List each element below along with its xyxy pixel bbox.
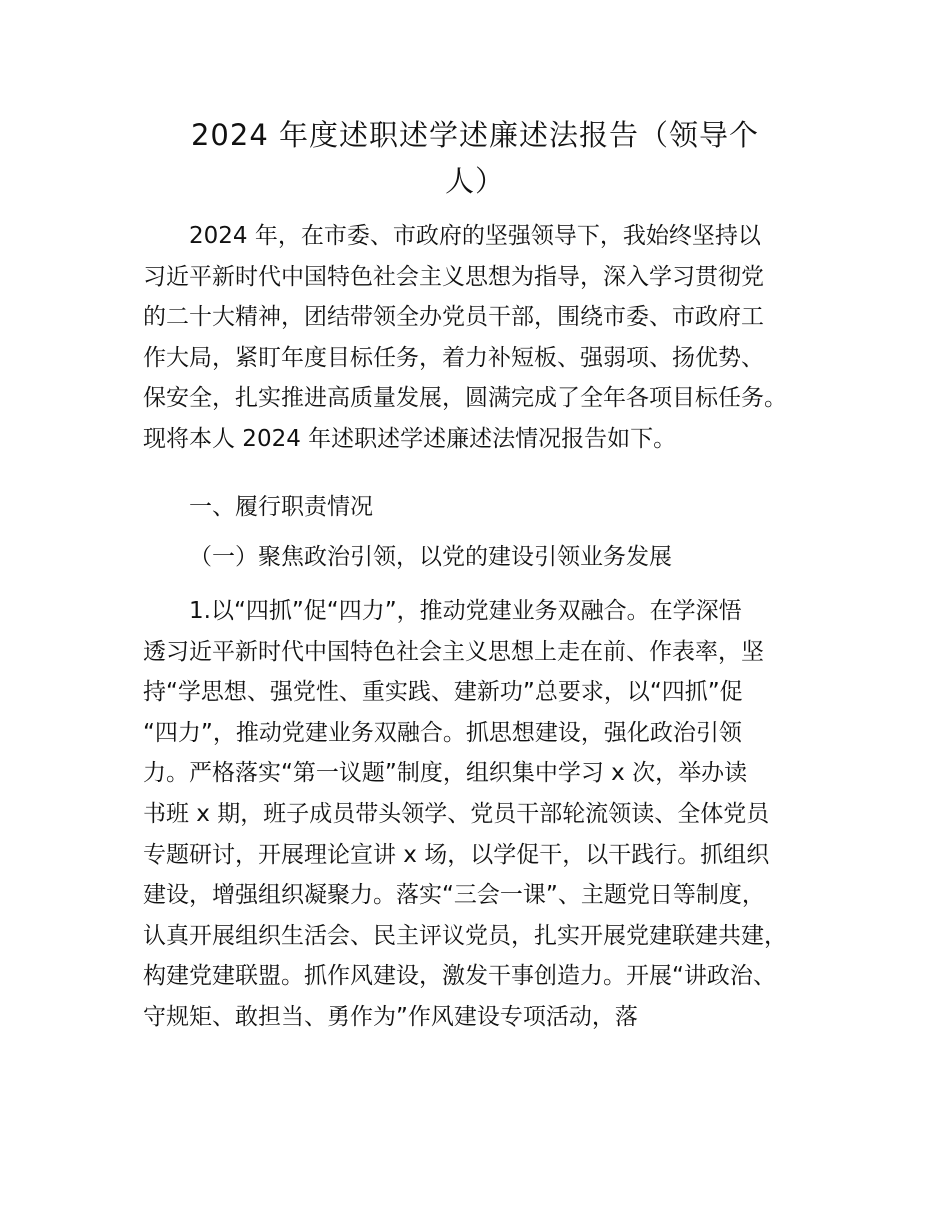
paragraph-line: 现将本人 2024 年述职述学述廉述法情况报告如下。 bbox=[143, 425, 677, 452]
item-paragraph bbox=[143, 591, 835, 1038]
paragraph-line: 作大局，紧盯年度目标任务，着力补短板、强弱项、扬优势、 bbox=[143, 344, 764, 371]
paragraph-line: 专题研讨，开展理论宣讲 x 场，以学促干，以干践行。抓组织 bbox=[143, 841, 770, 868]
section-heading bbox=[143, 487, 835, 528]
document-title bbox=[150, 112, 800, 204]
intro-paragraph bbox=[143, 216, 835, 460]
title-line: 人） bbox=[444, 164, 505, 198]
paragraph-line: 力。严格落实“第一议题”制度，组织集中学习 x 次，举办读 bbox=[143, 760, 748, 787]
paragraph-line: 持“学思想、强党性、重实践、建新功”总要求，以“四抓”促 bbox=[143, 679, 743, 706]
paragraph-line: 1.以“四抓”促“四力”，推动党建业务双融合。在学深悟 bbox=[189, 598, 742, 624]
paragraph-line: 透习近平新时代中国特色社会主义思想上走在前、作表率，坚 bbox=[143, 638, 764, 665]
paragraph-line: 认真开展组织生活会、民主评议党员，扎实开展党建联建共建， bbox=[143, 922, 787, 949]
paragraph-line: “四力”，推动党建业务双融合。抓思想建设，强化政治引领 bbox=[143, 719, 742, 746]
heading-line: （一）聚焦政治引领，以党的建设引领业务发展 bbox=[189, 544, 672, 570]
paragraph-line: 书班 x 期，班子成员带头领学、党员干部轮流领读、全体党员 bbox=[143, 800, 770, 827]
title-line: 2024 年度述职述学述廉述法报告（领导个 bbox=[190, 118, 760, 152]
paragraph-line: 2024 年，在市委、市政府的坚强领导下，我始终坚持以 bbox=[189, 223, 761, 249]
paragraph-line: 构建党建联盟。抓作风建设，激发干事创造力。开展“讲政治、 bbox=[143, 963, 776, 990]
subsection-heading bbox=[143, 537, 835, 578]
paragraph-line: 守规矩、敢担当、勇作为”作风建设专项活动，落 bbox=[143, 1003, 638, 1030]
paragraph-line: 保安全，扎实推进高质量发展，圆满完成了全年各项目标任务。 bbox=[143, 385, 787, 412]
paragraph-line: 的二十大精神，团结带领全办党员干部，围绕市委、市政府工 bbox=[143, 304, 764, 331]
paragraph-line: 习近平新时代中国特色社会主义思想为指导，深入学习贯彻党 bbox=[143, 263, 764, 290]
paragraph-line: 建设，增强组织凝聚力。落实“三会一课”、主题党日等制度， bbox=[143, 882, 765, 909]
heading-line: 一、履行职责情况 bbox=[189, 494, 373, 520]
